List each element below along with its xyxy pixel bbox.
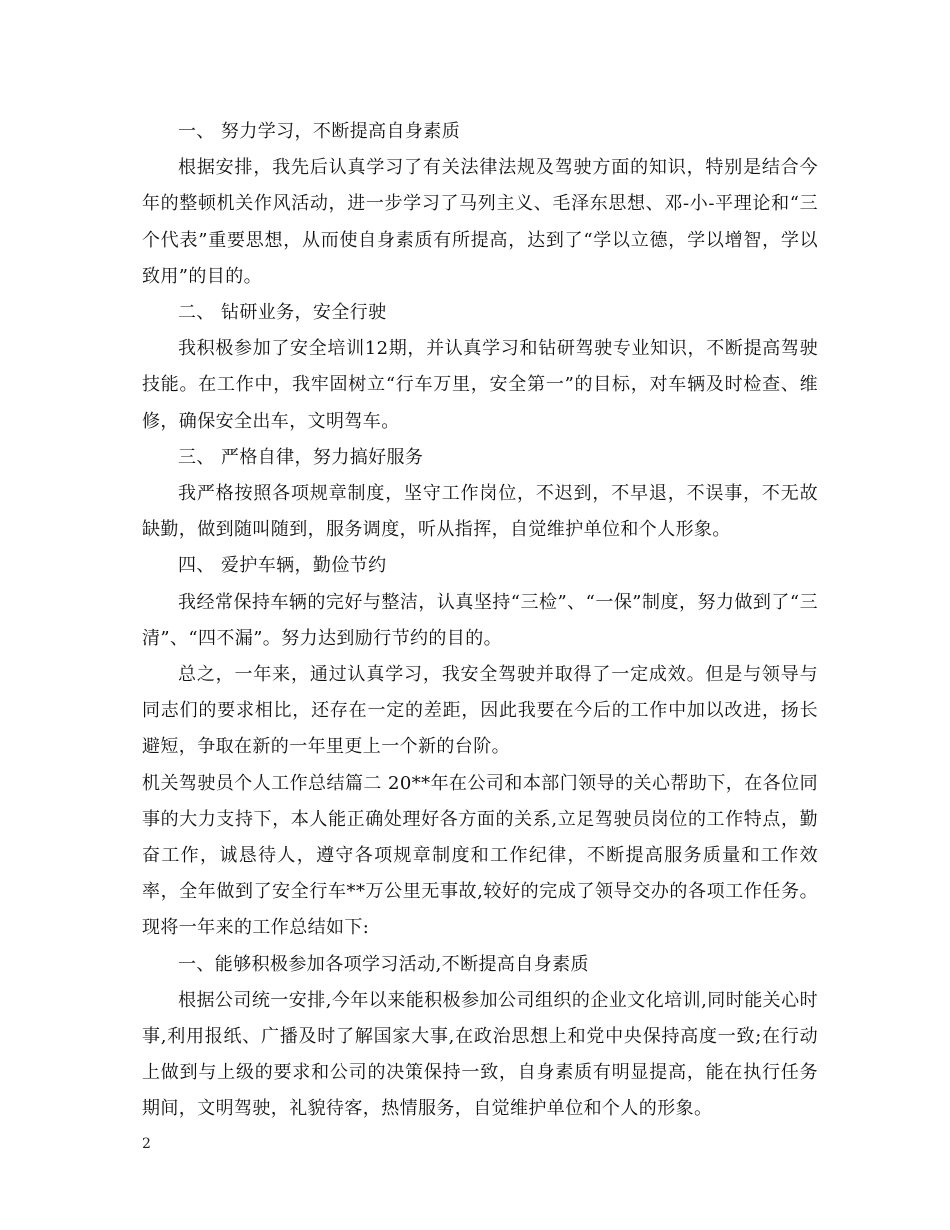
heading-3-discipline: 三、 严格自律，努力搞好服务 <box>178 446 424 468</box>
heading-2-business: 二、 钻研业务，安全行驶 <box>178 302 387 324</box>
paragraph-summary-part-two: 机关驾驶员个人工作总结篇二 20**年在公司和本部门领导的关心帮助下，在各位同事的大力支持下，本人能正确处理好各方面的关系,立足驾驶员岗位的工作特点，勤奋工作，诚恳待人，遵守各项规章制度和工作纪律，不断提高服务质量和工作效率，全年做到了安全行车**万公里无事故,较好的完成了领导交办的各项工作任务。现将一年来的工作总结如下: <box>142 772 818 939</box>
page-number: 2 <box>142 1136 151 1152</box>
paragraph-conclusion: 总之，一年来，通过认真学习，我安全驾驶并取得了一定成效。但是与领导与同志们的要求相比，还存在一定的差距，因此我要在今后的工作中加以改进，扬长避短，争取在新的一年里更上一个新的台阶。 <box>142 664 818 758</box>
heading-1-study: 一、 努力学习，不断提高自身素质 <box>178 121 461 142</box>
paragraph-business: 我积极参加了安全培训12期，并认真学习和钻研驾驶专业知识，不断提高驾驶技能。在工作中，我牢固树立“行车万里，安全第一”的目标，对车辆及时检查、维修，确保安全出车，文明驾车。 <box>142 338 818 432</box>
paragraph-learning-activities: 根据公司统一安排,今年以来能积极参加公司组织的企业文化培训,同时能关心时事,利用报纸、广播及时了解国家大事,在政治思想上和党中央保持高度一致;在行动上做到与上级的要求和公司的决策保持一致，自身素质有明显提高，能在执行任务期间，文明驾驶，礼貌待客，热情服务，自觉维护单位和个人的形象。 <box>142 989 818 1120</box>
heading-1-learning-activities: 一、能够积极参加各项学习活动,不断提高自身素质 <box>178 953 589 975</box>
paragraph-discipline: 我严格按照各项规章制度，坚守工作岗位，不迟到，不早退，不误事，不无故缺勤，做到随叫随到，服务调度，听从指挥，自觉维护单位和个人形象。 <box>142 483 818 541</box>
heading-4-vehicles: 四、 爱护车辆，勤俭节约 <box>178 555 387 577</box>
paragraph-study: 根据安排，我先后认真学习了有关法律法规及驾驶方面的知识，特别是结合今年的整顿机关作风活动，进一步学习了马列主义、毛泽东思想、邓-小-平理论和“三个代表”重要思想，从而使自身素质有所提高，达到了“学以立德，学以增智，学以致用”的目的。 <box>142 157 818 287</box>
document-body <box>142 114 818 1128</box>
paragraph-vehicles: 我经常保持车辆的完好与整洁，认真坚持“三检”、“一保”制度，努力做到了“三清”、“四不漏”。努力达到励行节约的目的。 <box>142 591 818 649</box>
